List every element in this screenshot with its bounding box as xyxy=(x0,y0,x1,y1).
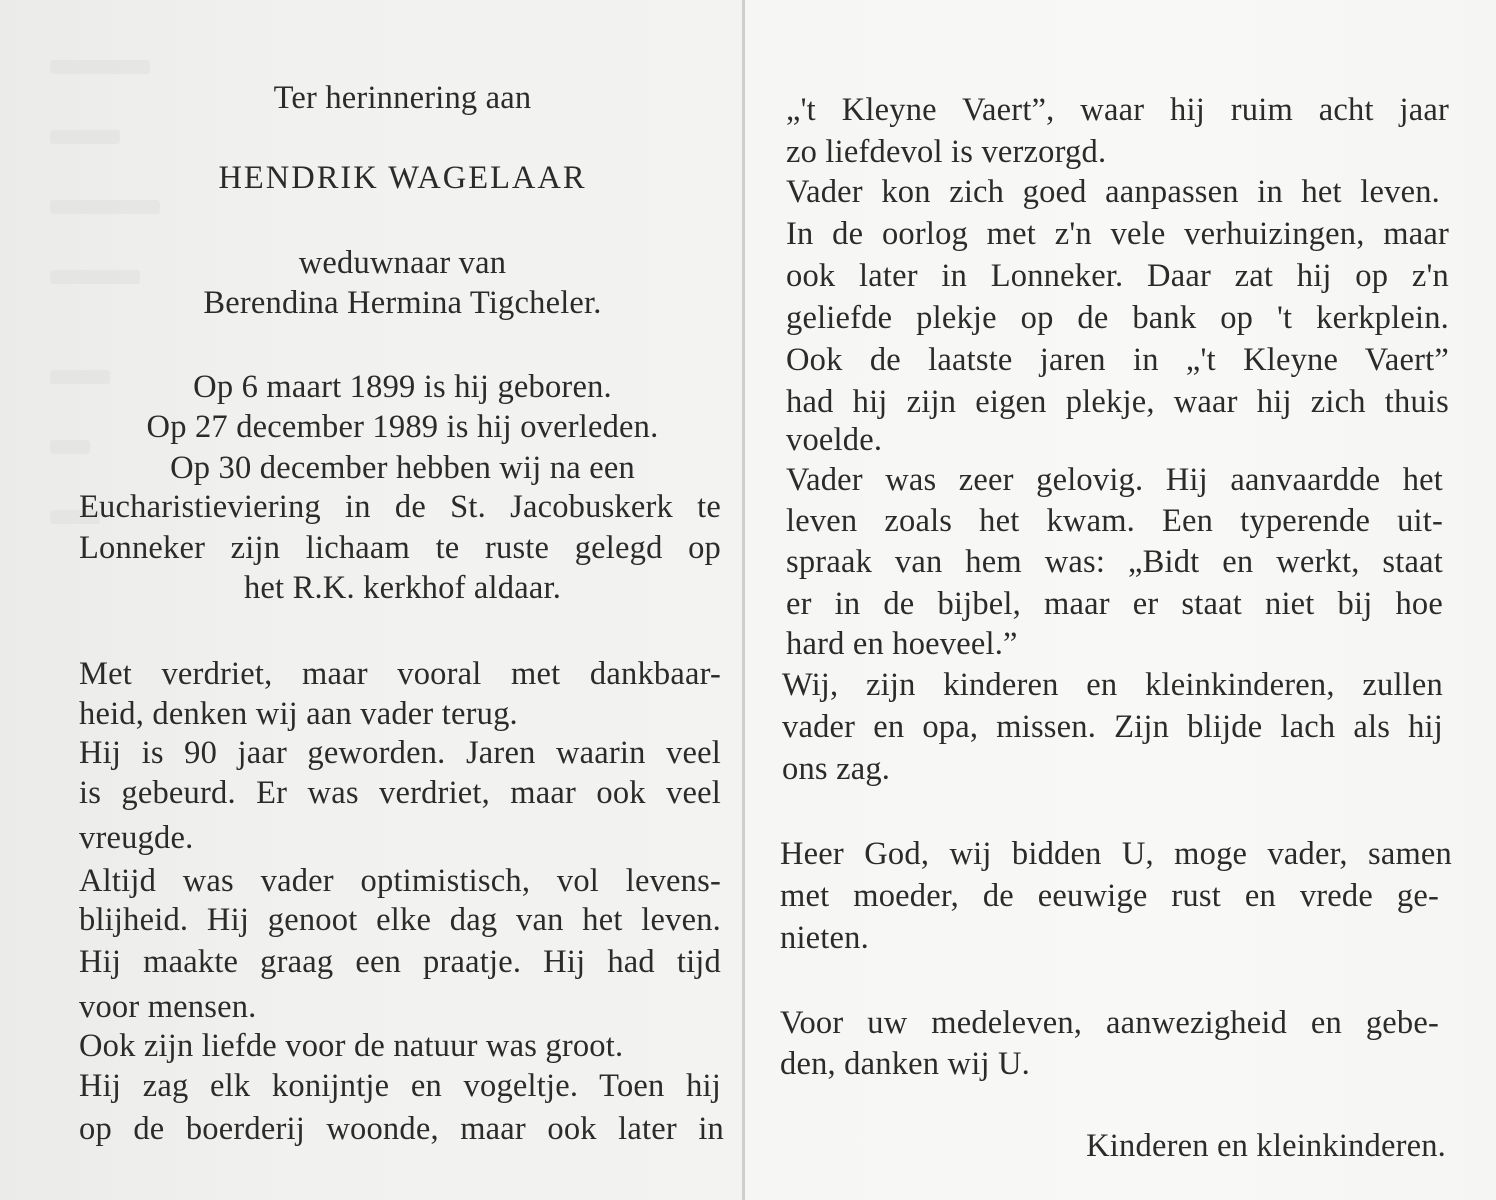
body-line: In de oorlog met z'n vele verhuizingen, maar xyxy=(786,216,1449,252)
dates-line: Op 6 maart 1899 is hij geboren. xyxy=(193,369,612,405)
thanks-line: Voor uw medeleven, aanwezigheid en gebe- xyxy=(780,1005,1439,1041)
dates-line: Eucharistieviering in de St. Jacobuskerk te xyxy=(79,489,721,525)
body-line: Ook de laatste jaren in „'t Kleyne Vaert” xyxy=(786,342,1449,378)
bleed-through-mark xyxy=(50,200,160,214)
body-line: leven zoals het kwam. Een typerende uit- xyxy=(786,503,1443,539)
bleed-through-mark xyxy=(50,60,150,74)
body-line: Met verdriet, maar vooral met dankbaar- xyxy=(79,656,721,692)
right-card-page xyxy=(745,0,1496,1200)
bleed-through-mark xyxy=(50,130,120,144)
body-line: heid, denken wij aan vader terug. xyxy=(79,696,518,732)
dates-line: Op 27 december 1989 is hij overleden. xyxy=(146,409,659,445)
body-line: Altijd was vader optimistisch, vol levens- xyxy=(79,863,721,899)
body-line: vader en opa, missen. Zijn blijde lach als hij xyxy=(782,709,1443,745)
body-line: op de boerderij woonde, maar ook later in xyxy=(79,1111,724,1147)
body-line: spraak van hem was: „Bidt en werkt, staat xyxy=(786,544,1443,580)
deceased-name: HENDRIK WAGELAAR xyxy=(218,160,587,196)
body-line: Vader kon zich goed aanpassen in het leven. xyxy=(786,174,1440,210)
body-line: geliefde plekje op de bank op 't kerkplein. xyxy=(786,300,1449,336)
left-card-page xyxy=(0,0,742,1200)
body-line: voor mensen. xyxy=(79,989,257,1025)
body-line: vreugde. xyxy=(79,820,194,856)
body-line: blijheid. Hij genoot elke dag van het leven. xyxy=(79,902,721,938)
prayer-line: met moeder, de eeuwige rust en vrede ge- xyxy=(780,878,1439,914)
body-line: zo liefdevol is verzorgd. xyxy=(786,134,1107,170)
signature: Kinderen en kleinkinderen. xyxy=(1086,1128,1446,1164)
body-line: ons zag. xyxy=(782,751,891,787)
dates-line: Lonneker zijn lichaam te ruste gelegd op xyxy=(79,530,721,566)
body-line: Hij zag elk konijntje en vogeltje. Toen hij xyxy=(79,1068,721,1104)
body-line: „'t Kleyne Vaert”, waar hij ruim acht jaar xyxy=(786,92,1449,128)
body-line: Hij is 90 jaar geworden. Jaren waarin veel xyxy=(79,735,721,771)
body-line: hard en hoeveel.” xyxy=(786,626,1018,662)
thanks-line: den, danken wij U. xyxy=(780,1046,1031,1082)
spouse-name: Berendina Hermina Tigcheler. xyxy=(203,285,602,321)
body-line: voelde. xyxy=(786,422,883,458)
body-line: had hij zijn eigen plekje, waar hij zich thuis xyxy=(786,384,1449,420)
intro-text: Ter herinnering aan xyxy=(273,80,532,116)
body-line: Vader was zeer gelovig. Hij aanvaardde het xyxy=(786,462,1443,498)
body-line: is gebeurd. Er was verdriet, maar ook veel xyxy=(79,775,721,811)
body-line: Wij, zijn kinderen en kleinkinderen, zullen xyxy=(782,667,1443,703)
relation-text: weduwnaar van xyxy=(298,245,507,281)
body-line: ook later in Lonneker. Daar zat hij op z'n xyxy=(786,258,1449,294)
dates-line: Op 30 december hebben wij na een xyxy=(170,450,635,486)
body-line: Hij maakte graag een praatje. Hij had tijd xyxy=(79,944,721,980)
prayer-line: Heer God, wij bidden U, moge vader, samen xyxy=(780,836,1452,872)
body-line: Ook zijn liefde voor de natuur was groot. xyxy=(79,1028,624,1064)
prayer-line: nieten. xyxy=(780,920,869,956)
dates-line: het R.K. kerkhof aldaar. xyxy=(243,570,562,606)
body-line: er in de bijbel, maar er staat niet bij hoe xyxy=(786,586,1443,622)
